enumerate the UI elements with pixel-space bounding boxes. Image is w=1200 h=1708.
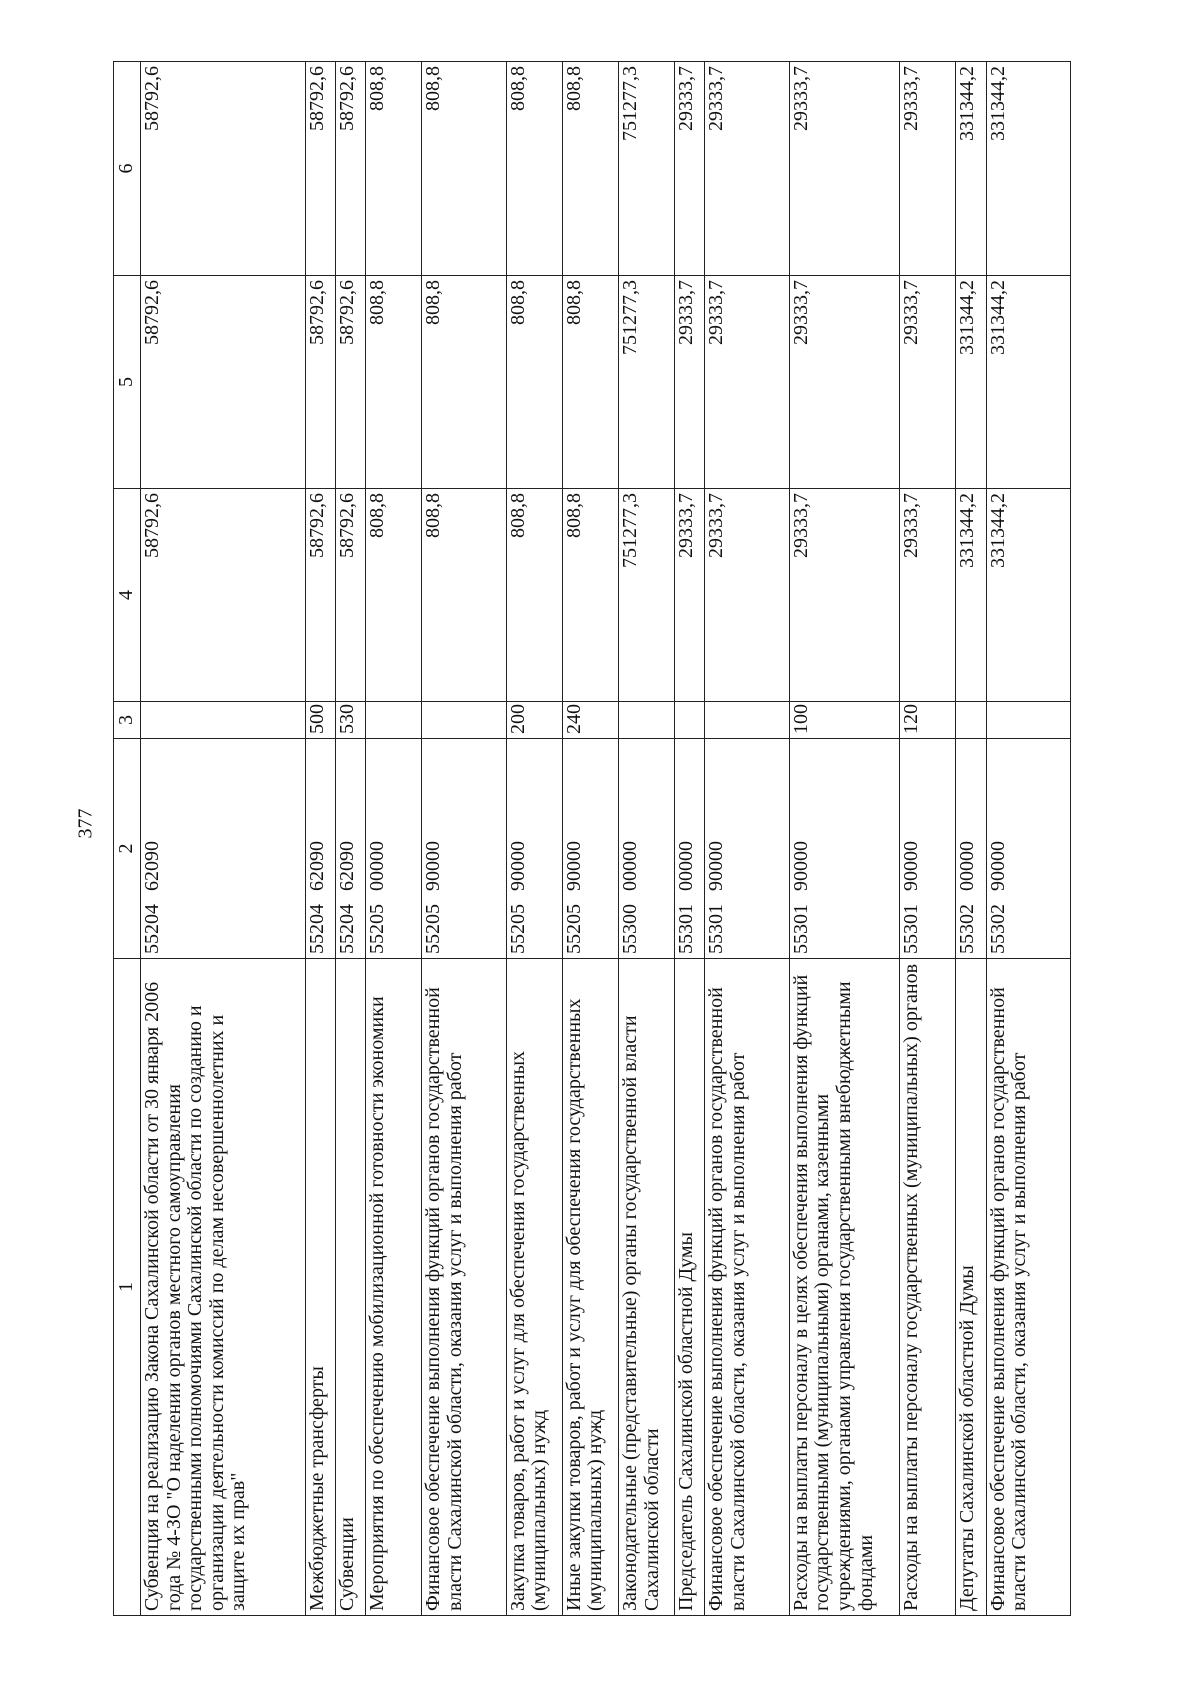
column-header: 2 [114, 739, 141, 959]
table-row [986, 62, 1070, 1616]
row-name-cell: Расходы на выплаты персоналу в целях обеспечения выполнения функций государственными (муниципальными) органами, казенными учреждениями, органами управления государственными внебюджетными фондами [789, 959, 899, 1616]
budget-table [113, 61, 1071, 1616]
table-row [956, 62, 986, 1616]
table-row [335, 62, 365, 1616]
amount-cell-v4: 808,8 [422, 489, 506, 702]
amount-cell-v4: 808,8 [562, 489, 618, 702]
code-part-2: 90000 [705, 841, 728, 891]
table-row [506, 62, 562, 1616]
expense-type-cell: 100 [789, 702, 899, 739]
code-part-1: 55301 [705, 904, 728, 954]
column-header: 1 [114, 959, 141, 1616]
amount-cell-v6: 808,8 [422, 62, 506, 276]
code-part-1: 55302 [986, 904, 1009, 954]
code-part-2: 00000 [365, 841, 388, 891]
amount-cell-v5: 58792,6 [335, 276, 365, 489]
amount-cell-v6: 29333,7 [900, 62, 956, 276]
page-number: 377 [74, 808, 97, 839]
code-part-2: 90000 [422, 841, 445, 891]
amount-cell-v5: 29333,7 [900, 276, 956, 489]
column-header: 6 [114, 62, 141, 276]
amount-cell-v5: 58792,6 [141, 276, 306, 489]
amount-cell-v4: 29333,7 [675, 489, 705, 702]
expense-type-cell: 240 [562, 702, 618, 739]
code-cell [141, 739, 306, 959]
amount-cell-v4: 29333,7 [705, 489, 789, 702]
code-part-1: 55205 [506, 904, 529, 954]
table-row [900, 62, 956, 1616]
code-cell [305, 739, 335, 959]
row-name-cell: Субвенция на реализацию Закона Сахалинской области от 30 января 2006 года № 4-ЗО "О наделении органов местного самоуправления государственными полномочиями Сахалинской области по созданию и организации деятельности комиссий по делам несовершеннолетних и защите их прав" [141, 959, 306, 1616]
rotated-table-frame [113, 62, 1071, 1616]
amount-cell-v6: 808,8 [365, 62, 421, 276]
code-cell [900, 739, 956, 959]
amount-cell-v6: 331344,2 [986, 62, 1070, 276]
amount-cell-v5: 808,8 [422, 276, 506, 489]
code-cell [365, 739, 421, 959]
amount-cell-v4: 808,8 [506, 489, 562, 702]
table-row [619, 62, 675, 1616]
code-part-1: 55301 [789, 904, 812, 954]
amount-cell-v6: 58792,6 [141, 62, 306, 276]
code-part-1: 55300 [619, 904, 642, 954]
table-row [365, 62, 421, 1616]
code-part-2: 00000 [675, 841, 698, 891]
row-name-cell: Мероприятия по обеспечению мобилизационной готовности экономики [365, 959, 421, 1616]
column-header: 5 [114, 276, 141, 489]
code-part-2: 00000 [956, 841, 979, 891]
amount-cell-v6: 808,8 [562, 62, 618, 276]
code-cell [562, 739, 618, 959]
amount-cell-v5: 29333,7 [675, 276, 705, 489]
expense-type-cell [619, 702, 675, 739]
code-cell [335, 739, 365, 959]
table-body [141, 62, 1071, 1616]
expense-type-cell [956, 702, 986, 739]
amount-cell-v6: 29333,7 [675, 62, 705, 276]
expense-type-cell [705, 702, 789, 739]
code-cell [422, 739, 506, 959]
amount-cell-v5: 29333,7 [705, 276, 789, 489]
code-part-2: 00000 [619, 841, 642, 891]
table-row [562, 62, 618, 1616]
amount-cell-v6: 58792,6 [305, 62, 335, 276]
amount-cell-v4: 58792,6 [141, 489, 306, 702]
code-part-2: 62090 [335, 841, 358, 891]
table-row [789, 62, 899, 1616]
row-name-cell: Закупка товаров, работ и услуг для обеспечения государственных (муниципальных) нужд [506, 959, 562, 1616]
code-part-2: 62090 [305, 841, 328, 891]
amount-cell-v4: 58792,6 [335, 489, 365, 702]
table-row [141, 62, 306, 1616]
code-cell [675, 739, 705, 959]
table-row [705, 62, 789, 1616]
amount-cell-v5: 58792,6 [305, 276, 335, 489]
code-part-2: 90000 [506, 841, 529, 891]
code-part-1: 55301 [675, 904, 698, 954]
row-name-cell: Финансовое обеспечение выполнения функций органов государственной власти Сахалинской области, оказания услуг и выполнения работ [422, 959, 506, 1616]
row-name-cell: Субвенции [335, 959, 365, 1616]
column-header: 4 [114, 489, 141, 702]
expense-type-cell [986, 702, 1070, 739]
amount-cell-v5: 29333,7 [789, 276, 899, 489]
amount-cell-v5: 751277,3 [619, 276, 675, 489]
code-part-2: 62090 [141, 841, 163, 891]
table-row [305, 62, 335, 1616]
code-cell [619, 739, 675, 959]
code-part-1: 55301 [900, 904, 923, 954]
amount-cell-v4: 29333,7 [900, 489, 956, 702]
amount-cell-v5: 331344,2 [986, 276, 1070, 489]
expense-type-cell [675, 702, 705, 739]
code-part-1: 55205 [365, 904, 388, 954]
row-name-cell: Депутаты Сахалинской областной Думы [956, 959, 986, 1616]
code-cell [956, 739, 986, 959]
rotated-table-wrapper [113, 62, 1071, 1616]
code-part-1: 55302 [956, 904, 979, 954]
expense-type-cell: 200 [506, 702, 562, 739]
table-header-row [114, 62, 141, 1616]
row-name-cell: Председатель Сахалинской областной Думы [675, 959, 705, 1616]
code-part-1: 55205 [562, 904, 585, 954]
amount-cell-v5: 808,8 [562, 276, 618, 489]
expense-type-cell [141, 702, 306, 739]
row-name-cell: Расходы на выплаты персоналу государственных (муниципальных) органов [900, 959, 956, 1616]
code-part-2: 90000 [562, 841, 585, 891]
expense-type-cell: 500 [305, 702, 335, 739]
code-part-2: 90000 [986, 841, 1009, 891]
amount-cell-v5: 331344,2 [956, 276, 986, 489]
amount-cell-v4: 331344,2 [956, 489, 986, 702]
amount-cell-v4: 751277,3 [619, 489, 675, 702]
row-name-cell: Законодательные (представительные) органы государственной власти Сахалинской области [619, 959, 675, 1616]
code-cell [986, 739, 1070, 959]
amount-cell-v5: 808,8 [506, 276, 562, 489]
amount-cell-v4: 808,8 [365, 489, 421, 702]
amount-cell-v6: 808,8 [506, 62, 562, 276]
code-part-2: 90000 [900, 841, 923, 891]
code-part-1: 55204 [141, 904, 163, 954]
amount-cell-v4: 331344,2 [986, 489, 1070, 702]
expense-type-cell [365, 702, 421, 739]
expense-type-cell: 120 [900, 702, 956, 739]
code-cell [705, 739, 789, 959]
amount-cell-v5: 808,8 [365, 276, 421, 489]
code-part-2: 90000 [789, 841, 812, 891]
column-header: 3 [114, 702, 141, 739]
row-name-cell: Иные закупки товаров, работ и услуг для обеспечения государственных (муниципальных) нужд [562, 959, 618, 1616]
code-part-1: 55205 [422, 904, 445, 954]
amount-cell-v6: 331344,2 [956, 62, 986, 276]
expense-type-cell: 530 [335, 702, 365, 739]
code-cell [789, 739, 899, 959]
row-name-cell: Финансовое обеспечение выполнения функций органов государственной власти Сахалинской области, оказания услуг и выполнения работ [705, 959, 789, 1616]
row-name-cell: Межбюджетные трансферты [305, 959, 335, 1616]
amount-cell-v4: 58792,6 [305, 489, 335, 702]
row-name-cell: Финансовое обеспечение выполнения функций органов государственной власти Сахалинской области, оказания услуг и выполнения работ [986, 959, 1070, 1616]
expense-type-cell [422, 702, 506, 739]
amount-cell-v4: 29333,7 [789, 489, 899, 702]
amount-cell-v6: 29333,7 [789, 62, 899, 276]
table-row [675, 62, 705, 1616]
code-cell [506, 739, 562, 959]
table-row [422, 62, 506, 1616]
code-part-1: 55204 [305, 904, 328, 954]
code-part-1: 55204 [335, 904, 358, 954]
amount-cell-v6: 29333,7 [705, 62, 789, 276]
amount-cell-v6: 58792,6 [335, 62, 365, 276]
amount-cell-v6: 751277,3 [619, 62, 675, 276]
